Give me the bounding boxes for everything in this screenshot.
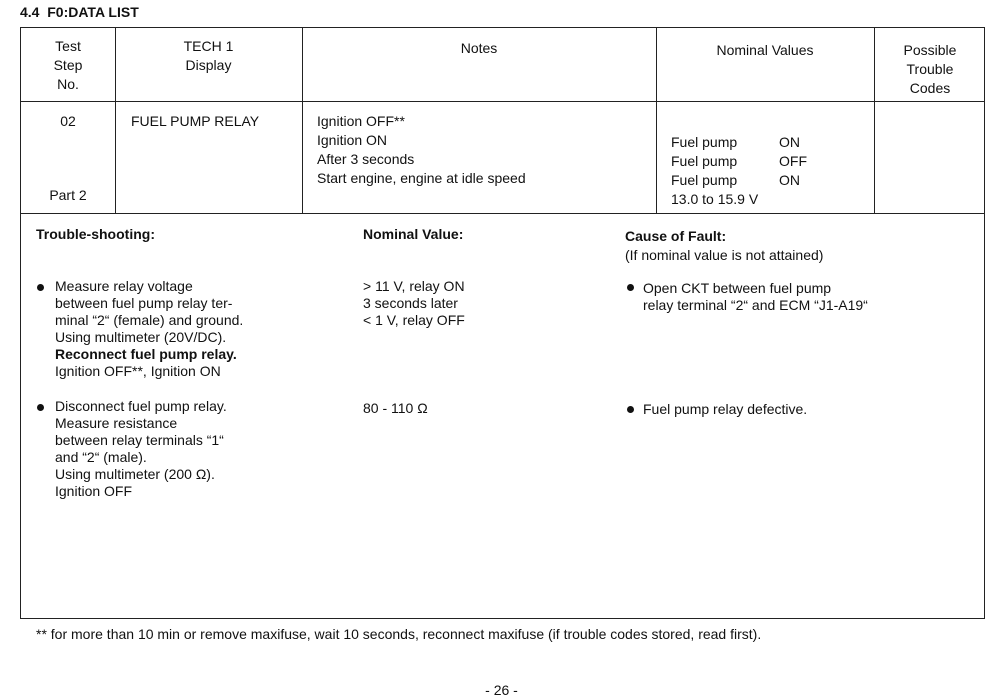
header-nominal-values: Nominal Values bbox=[716, 42, 814, 58]
cause-of-fault-1: Open CKT between fuel pump relay terminal “2“ and ECM “J1-A19“ bbox=[643, 280, 868, 313]
section-name: F0:DATA LIST bbox=[47, 4, 139, 20]
nominal-value-1: > 11 V, relay ON 3 seconds later < 1 V, relay OFF bbox=[363, 278, 465, 328]
row-part-label: Part 2 bbox=[49, 187, 87, 203]
nominal-value-2: 80 - 110 Ω bbox=[363, 400, 428, 416]
trouble-step-1: Measure relay voltage between fuel pump relay ter- minal “2“ (female) and ground. Using multimeter (20V/DC). Reconnect fuel pump relay. Ignition OFF**, Ignition ON bbox=[55, 278, 244, 379]
page-number: - 26 - bbox=[485, 682, 518, 698]
trouble-shooting-header: Trouble-shooting: bbox=[36, 226, 155, 242]
cause-of-fault-header: Cause of Fault: bbox=[625, 228, 727, 244]
cause-of-fault-subheader: (If nominal value is not attained) bbox=[625, 247, 824, 263]
footnote: ** for more than 10 min or remove maxifuse, wait 10 seconds, reconnect maxifuse (if trouble codes stored, read first). bbox=[36, 626, 762, 642]
cause-of-fault-2: Fuel pump relay defective. bbox=[643, 401, 808, 417]
header-possible-trouble-codes: Possible Trouble Codes bbox=[903, 42, 957, 96]
header-tech1-display: TECH 1 Display bbox=[183, 38, 234, 73]
row-notes: Ignition OFF** Ignition ON After 3 seconds Start engine, engine at idle speed bbox=[317, 113, 526, 186]
row-nominal-values: Fuel pump ON Fuel pump OFF Fuel pump ON 13.0 to 15.9 V bbox=[671, 134, 807, 207]
trouble-step-2: Disconnect fuel pump relay. Measure resistance between relay terminals “1“ and “2“ (male). Using multimeter (200 Ω). Ignition OFF bbox=[55, 398, 227, 499]
row-step-number: 02 bbox=[60, 113, 76, 129]
header-notes: Notes bbox=[460, 40, 498, 56]
bullet-icon bbox=[37, 404, 44, 411]
nominal-value-header: Nominal Value: bbox=[363, 226, 464, 242]
table-bottom-divider bbox=[21, 213, 984, 214]
data-list-frame bbox=[20, 27, 985, 619]
bullet-icon bbox=[627, 406, 634, 413]
section-number: 4.4 bbox=[20, 4, 40, 20]
bullet-icon bbox=[627, 284, 634, 291]
row-display-value: FUEL PUMP RELAY bbox=[131, 113, 260, 129]
section-title bbox=[20, 4, 139, 20]
header-test-step: Test Step No. bbox=[53, 38, 83, 92]
bullet-icon bbox=[37, 284, 44, 291]
header-divider bbox=[21, 101, 984, 102]
